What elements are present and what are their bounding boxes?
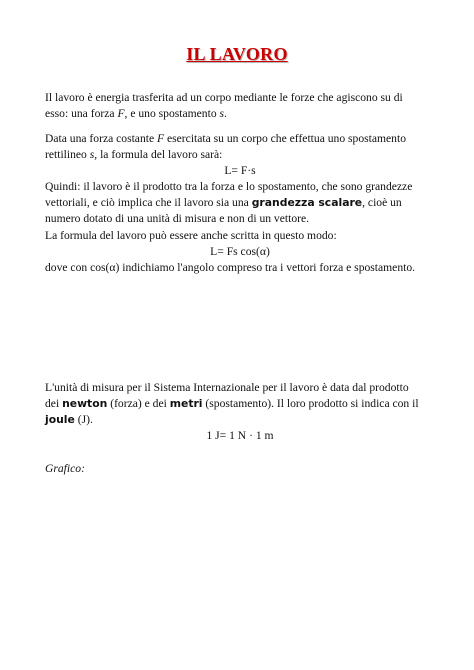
unit-paragraph [45,380,435,444]
joule-term: joule [45,413,75,426]
intro-paragraph [45,90,435,122]
formula-line-4 [45,195,435,211]
unit-line-1: L'unità di misura per il Sistema Internazionale per il lavoro è data dal prodotto [45,381,409,394]
intro-line-2 [45,106,435,122]
text-run: , e uno spostamento [124,107,220,120]
displacement-symbol: s [89,148,95,161]
text-run: rettilineo [45,148,90,161]
metri-term: metri [169,397,203,410]
formula-paragraph [45,131,435,227]
cos-line-2: dove con cos(α) indichiamo l'angolo compreso tra i vettori forza e spostamento. [45,261,416,274]
formula-line-5: numero dotato di una unità di misura e non di un vettore. [45,212,310,225]
cos-line-1: La formula del lavoro può essere anche scritta in questo modo: [45,229,337,242]
text-run: esercitata su un corpo che effettua uno spostamento [164,132,406,145]
displacement-symbol: s [219,107,225,120]
formula-line-3: Quindi: il lavoro è il prodotto tra la forza e lo spostamento, che sono grandezze [45,180,413,193]
graph-section [45,461,435,477]
page-title: IL LAVORO [186,44,288,64]
formula-line-2 [45,147,435,163]
text-run: (J). [74,413,93,426]
scalar-term: grandezza scalare [251,196,363,209]
intro-line-1: Il lavoro è energia trasferita ad un corpo mediante le forze che agiscono su di [45,91,403,104]
cos-formula: L= Fs cos(α) [210,245,270,258]
force-symbol: F [157,132,165,145]
newton-term: newton [62,397,108,410]
text-run: Data una forza costante [45,132,158,145]
text-run: vettoriali, e ciò implica che il lavoro sia una [45,196,252,209]
text-run: (spostamento). Il loro prodotto si indica con il [202,397,419,410]
unit-line-3 [45,412,435,428]
text-run: (forza) e dei [107,397,170,410]
text-run: , cioè un [362,196,402,209]
text-run: esso: una forza [45,107,118,120]
unit-line-2 [45,396,435,412]
work-formula: L= F·s [224,164,256,177]
cos-paragraph [45,228,435,276]
text-run: dei [45,397,63,410]
text-run: , la formula del lavoro sarà: [94,148,223,161]
unit-formula: 1 J= 1 N · 1 m [206,429,274,442]
formula-line-1 [45,131,435,147]
force-symbol: F [117,107,125,120]
text-run: . [224,107,227,120]
graph-label: Grafico: [45,462,85,475]
